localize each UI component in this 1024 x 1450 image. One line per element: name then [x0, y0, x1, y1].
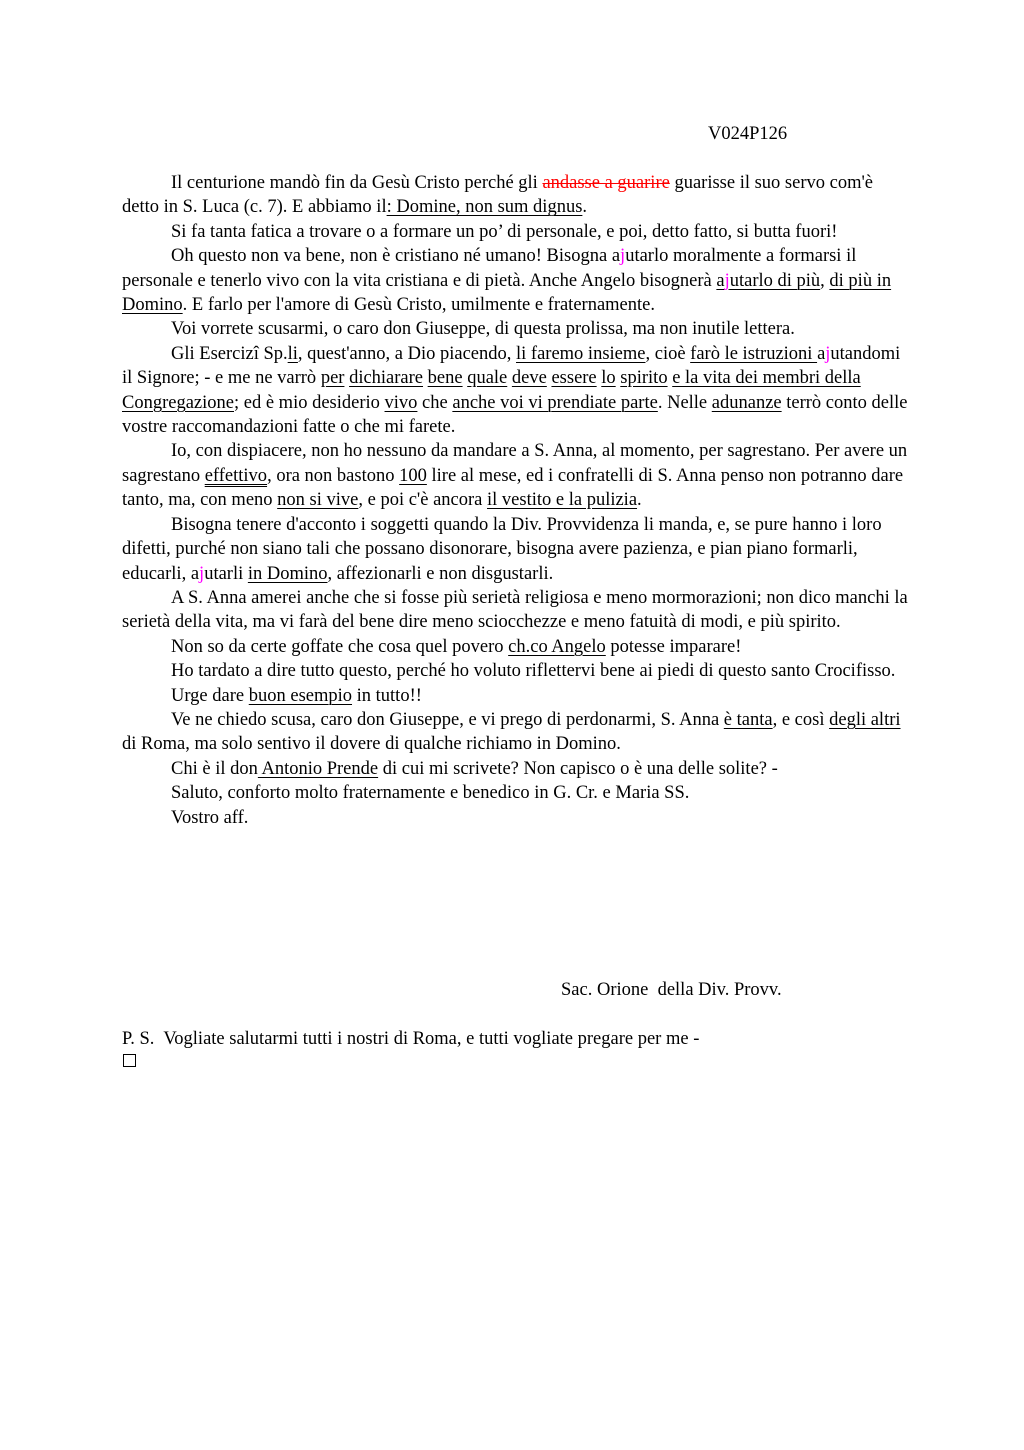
- inserted-letter: j: [825, 343, 831, 364]
- underlined-text: il vestito e la pulizia: [487, 490, 638, 511]
- paragraph-4: Voi vorrete scusarmi, o caro don Giuseppe, di questa prolissa, ma non inutile lettera.: [171, 319, 795, 340]
- text: ,: [820, 270, 830, 291]
- underlined-text: li: [287, 343, 298, 364]
- underlined-text: ch.co Angelo: [508, 636, 606, 657]
- underlined-text: di più in Domino: [122, 270, 892, 316]
- inserted-letter: j: [199, 563, 205, 584]
- text: potesse imparare!: [605, 636, 742, 657]
- text: , affezionarli e non disgustarli.: [327, 563, 554, 584]
- underlined-text: : Domine, non sum dignus: [386, 197, 583, 218]
- underlined-text: anche voi vi prendiate parte: [452, 392, 658, 413]
- underlined-text: e la vita dei membri della Congregazione: [122, 368, 861, 413]
- underlined-text: essere: [551, 368, 597, 389]
- text: guarisse il suo servo com'è detto in S. Luca (c. 7). E abbiamo il: [122, 173, 874, 218]
- text: in tutto!!: [352, 685, 422, 706]
- inserted-letter: j: [620, 246, 626, 267]
- paragraph-3: [122, 244, 908, 317]
- text: , quest'anno, a Dio piacendo,: [297, 343, 517, 364]
- underlined-text: vivo: [384, 392, 418, 413]
- empty-square-icon: [123, 1054, 136, 1067]
- text: di Roma, ma solo sentivo il dovere di qualche richiamo in Domino.: [122, 734, 621, 755]
- text: utarlo moralmente a formarsi il personale e tenerlo vivo con la vita cristiana e di pietà. Anche Angelo bisognerà: [122, 246, 857, 291]
- double-underlined-text: effettivo: [204, 465, 268, 486]
- text: di cui mi scrivete? Non capisco o è una delle solite? -: [378, 758, 778, 779]
- text: terrò conto delle vostre raccomandazioni fatte o che mi farete.: [122, 392, 908, 438]
- text: . E farlo per l'amore di Gesù Cristo, umilmente e fraternamente.: [182, 295, 655, 316]
- letter-body: [122, 171, 908, 830]
- text: utarlo di più: [729, 270, 821, 291]
- underlined-text: lo: [601, 368, 616, 389]
- underlined-text: quale: [467, 368, 508, 389]
- text: lire al mese, ed i confratelli di S. Anna penso non potranno dare tanto, ma, con meno: [122, 465, 904, 511]
- text: Bisogna tenere d'acconto i soggetti quando la Div. Provvidenza li manda, e, se pure hanno i loro difetti, purché non siano tali che possano disonorare, bisogna avere pazienza, e pian piano formarli, educarli, a: [122, 514, 882, 584]
- underlined-text: non si vive: [277, 490, 359, 511]
- text: , ora non bastono: [267, 465, 400, 486]
- underlined-text: buon esempio: [248, 685, 353, 706]
- underlined-text: per: [320, 368, 345, 389]
- paragraph-14: Saluto, conforto molto fraternamente e benedico in G. Cr. e Maria SS.: [171, 783, 690, 804]
- underlined-text: deve: [511, 368, 547, 389]
- paragraph-5: [122, 342, 908, 440]
- underlined-text: è tanta: [723, 709, 773, 730]
- paragraph-12: [122, 708, 908, 757]
- signature: Sac. Orione della Div. Provv.: [561, 980, 782, 1000]
- deleted-text: andasse a guarire: [542, 173, 670, 193]
- paragraph-6: [122, 439, 908, 512]
- postscript: P. S. Vogliate salutarmi tutti i nostri di Roma, e tutti vogliate pregare per me -: [122, 1029, 700, 1049]
- underlined-text: bene: [427, 368, 463, 389]
- page-reference: V024P126: [708, 124, 788, 144]
- paragraph-2: Si fa tanta fatica a trovare o a formare un po’ di personale, e poi, detto fatto, si butta fuori!: [171, 221, 838, 242]
- text: Ve ne chiedo scusa, caro don Giuseppe, e vi prego di perdonarmi, S. Anna: [171, 709, 724, 730]
- text: Gli Esercizi: [171, 343, 259, 364]
- text: Urge dare: [171, 685, 249, 706]
- text: . Nelle: [657, 392, 712, 413]
- text: utandomi il Signore; - e me ne varrò: [122, 343, 901, 389]
- paragraph-10: Ho tardato a dire tutto questo, perché ho voluto riflettervi bene ai piedi di questo santo Crocifisso.: [171, 661, 896, 682]
- text: che: [417, 392, 453, 413]
- text: ; ed è mio desiderio: [234, 392, 385, 413]
- text: Il centurione mandò fin da Gesù Cristo perché gli: [171, 173, 543, 193]
- paragraph-13: [122, 757, 908, 781]
- paragraph-11: [122, 684, 908, 708]
- text: Io, con dispiacere, non ho nessuno da mandare a S. Anna, al momento, per sagrestano. Per avere un sagrestano: [122, 441, 908, 486]
- paragraph-8: A S. Anna amerei anche che si fosse più serietà religiosa e meno mormorazioni; non dico manchi la serietà della vita, ma vi farà del bene dire meno sciocchezze e meno fatuità di modi, e più spirito.: [122, 587, 908, 633]
- underlined-text: adunanze: [711, 392, 782, 413]
- underlined-text: spirito: [620, 368, 668, 389]
- text: , e così: [772, 709, 830, 730]
- underlined-text: 100: [399, 465, 427, 486]
- underlined-text: Antonio Prende: [257, 758, 379, 779]
- text: Non so da certe goffate che cosa quel povero: [171, 636, 509, 657]
- text: Chi è il don: [171, 758, 258, 779]
- text: , cioè: [645, 343, 691, 364]
- underlined-text: li faremo insieme: [516, 343, 646, 364]
- text: Oh questo non va bene, non è cristiano né umano! Bisogna a: [171, 246, 621, 267]
- underlined-text: dichiarare: [349, 368, 424, 389]
- text: utarli: [204, 563, 248, 584]
- paragraph-1: [122, 171, 908, 220]
- underlined-text: degli altri: [829, 709, 901, 730]
- text: Sp.: [258, 343, 288, 364]
- underlined-text: in Domino: [247, 563, 328, 584]
- underlined-text: [716, 271, 820, 291]
- text: , e poi c'è ancora: [358, 490, 488, 511]
- underlined-text: farò le istruzioni: [690, 343, 818, 364]
- text: a: [817, 343, 826, 364]
- paragraph-15: Vostro aff.: [171, 807, 249, 828]
- text: .: [582, 197, 588, 218]
- paragraph-7: [122, 513, 908, 586]
- text: .: [637, 490, 642, 511]
- text: a: [716, 270, 725, 291]
- inserted-letter: j: [724, 270, 730, 291]
- paragraph-9: [122, 635, 908, 659]
